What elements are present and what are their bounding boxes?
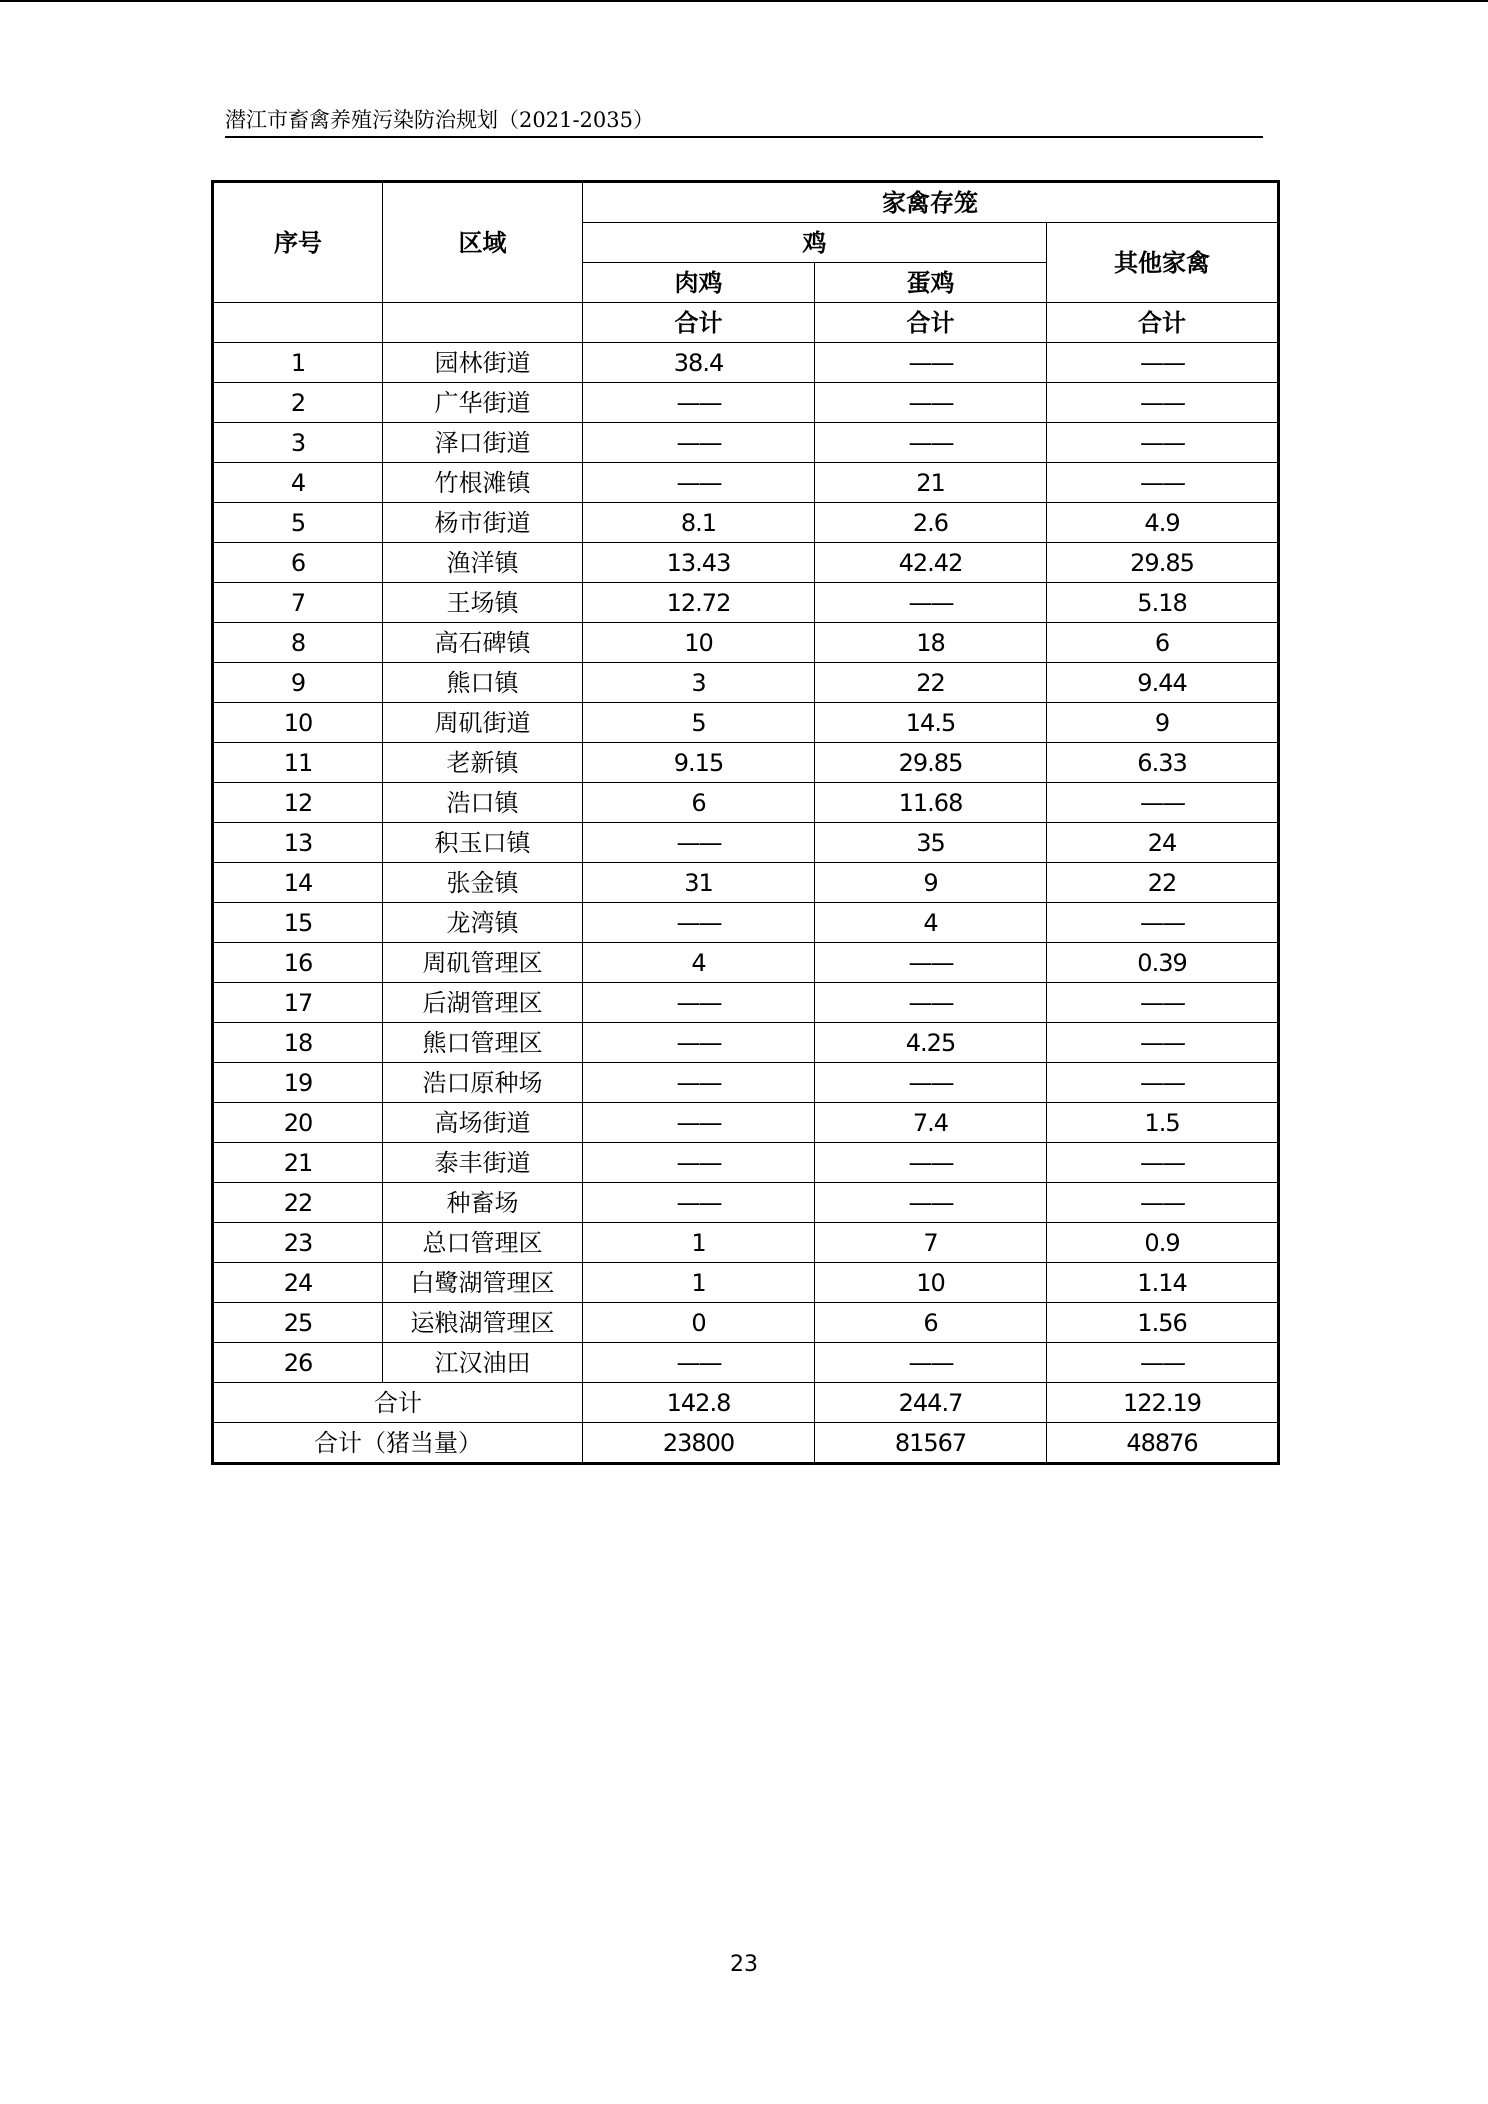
cell-layer: 2.6	[815, 503, 1047, 543]
cell-broiler: ——	[583, 383, 815, 423]
table-row	[213, 583, 1279, 623]
cell-layer: ——	[815, 423, 1047, 463]
cell-region: 园林街道	[383, 343, 583, 383]
totals-other: 48876	[1047, 1423, 1279, 1464]
table-row	[213, 943, 1279, 983]
cell-index: 5	[213, 503, 383, 543]
cell-other: 0.39	[1047, 943, 1279, 983]
cell-region: 浩口原种场	[383, 1063, 583, 1103]
table-row	[213, 903, 1279, 943]
cell-other: ——	[1047, 463, 1279, 503]
cell-other: 5.18	[1047, 583, 1279, 623]
table-row	[213, 503, 1279, 543]
cell-region: 积玉口镇	[383, 823, 583, 863]
cell-index: 15	[213, 903, 383, 943]
cell-layer: ——	[815, 343, 1047, 383]
table-row	[213, 463, 1279, 503]
cell-index: 20	[213, 1103, 383, 1143]
cell-other: ——	[1047, 783, 1279, 823]
cell-broiler: 9.15	[583, 743, 815, 783]
cell-other: 9	[1047, 703, 1279, 743]
table-row	[213, 1183, 1279, 1223]
cell-other: ——	[1047, 423, 1279, 463]
table-row	[213, 1063, 1279, 1103]
cell-region: 高场街道	[383, 1103, 583, 1143]
cell-broiler: 38.4	[583, 343, 815, 383]
cell-other: ——	[1047, 1023, 1279, 1063]
cell-layer: ——	[815, 1183, 1047, 1223]
cell-region: 白鹭湖管理区	[383, 1263, 583, 1303]
cell-other: 24	[1047, 823, 1279, 863]
table-row	[213, 1023, 1279, 1063]
cell-broiler: 1	[583, 1223, 815, 1263]
cell-index: 7	[213, 583, 383, 623]
table-row	[213, 823, 1279, 863]
cell-index: 18	[213, 1023, 383, 1063]
table-row	[213, 743, 1279, 783]
cell-other: 9.44	[1047, 663, 1279, 703]
cell-region: 高石碑镇	[383, 623, 583, 663]
cell-region: 熊口镇	[383, 663, 583, 703]
cell-region: 运粮湖管理区	[383, 1303, 583, 1343]
col-header-chicken: 鸡	[583, 223, 1047, 263]
cell-broiler: 4	[583, 943, 815, 983]
cell-other: 1.14	[1047, 1263, 1279, 1303]
cell-layer: ——	[815, 1343, 1047, 1383]
table-row	[213, 543, 1279, 583]
cell-layer: 10	[815, 1263, 1047, 1303]
cell-broiler: ——	[583, 1183, 815, 1223]
table-row	[213, 423, 1279, 463]
cell-layer: 6	[815, 1303, 1047, 1343]
cell-region: 熊口管理区	[383, 1023, 583, 1063]
table-row	[213, 703, 1279, 743]
cell-layer: 35	[815, 823, 1047, 863]
totals-layer: 81567	[815, 1423, 1047, 1464]
cell-region: 竹根滩镇	[383, 463, 583, 503]
cell-broiler: 3	[583, 663, 815, 703]
cell-layer: 7.4	[815, 1103, 1047, 1143]
cell-other: 6	[1047, 623, 1279, 663]
cell-index: 10	[213, 703, 383, 743]
cell-index: 11	[213, 743, 383, 783]
cell-broiler: 31	[583, 863, 815, 903]
cell-index: 6	[213, 543, 383, 583]
table-row	[213, 1143, 1279, 1183]
cell-region: 浩口镇	[383, 783, 583, 823]
cell-region: 周矶管理区	[383, 943, 583, 983]
cell-layer: 18	[815, 623, 1047, 663]
table-row	[213, 783, 1279, 823]
cell-region: 渔洋镇	[383, 543, 583, 583]
cell-region: 后湖管理区	[383, 983, 583, 1023]
cell-broiler: 6	[583, 783, 815, 823]
cell-index: 23	[213, 1223, 383, 1263]
cell-index: 1	[213, 343, 383, 383]
cell-broiler: ——	[583, 423, 815, 463]
cell-broiler: ——	[583, 1023, 815, 1063]
totals-broiler: 142.8	[583, 1383, 815, 1423]
cell-layer: 29.85	[815, 743, 1047, 783]
header-rule	[225, 136, 1263, 138]
cell-other: 22	[1047, 863, 1279, 903]
cell-layer: ——	[815, 383, 1047, 423]
cell-region: 老新镇	[383, 743, 583, 783]
table-row	[213, 983, 1279, 1023]
subheader-other-total: 合计	[1047, 303, 1279, 343]
subheader-layer-total: 合计	[815, 303, 1047, 343]
page-number: 23	[730, 1952, 758, 1977]
table-row	[213, 1343, 1279, 1383]
cell-index: 14	[213, 863, 383, 903]
cell-region: 周矶街道	[383, 703, 583, 743]
cell-broiler: 13.43	[583, 543, 815, 583]
col-header-other-poultry: 其他家禽	[1047, 223, 1279, 303]
cell-region: 江汉油田	[383, 1343, 583, 1383]
cell-other: ——	[1047, 343, 1279, 383]
col-header-broiler: 肉鸡	[583, 263, 815, 303]
table-row	[213, 863, 1279, 903]
cell-other: ——	[1047, 1143, 1279, 1183]
cell-region: 总口管理区	[383, 1223, 583, 1263]
cell-broiler: ——	[583, 1103, 815, 1143]
cell-other: ——	[1047, 983, 1279, 1023]
page-top-edge	[0, 0, 1488, 2]
cell-region: 龙湾镇	[383, 903, 583, 943]
cell-index: 9	[213, 663, 383, 703]
cell-layer: 7	[815, 1223, 1047, 1263]
cell-broiler: ——	[583, 823, 815, 863]
cell-other: ——	[1047, 1183, 1279, 1223]
cell-broiler: 5	[583, 703, 815, 743]
cell-index: 22	[213, 1183, 383, 1223]
cell-layer: ——	[815, 1143, 1047, 1183]
table-row	[213, 1263, 1279, 1303]
table-row	[213, 1303, 1279, 1343]
cell-index: 8	[213, 623, 383, 663]
cell-index: 13	[213, 823, 383, 863]
cell-broiler: ——	[583, 1063, 815, 1103]
cell-other: 6.33	[1047, 743, 1279, 783]
table-row	[213, 623, 1279, 663]
cell-index: 3	[213, 423, 383, 463]
subheader-broiler-total: 合计	[583, 303, 815, 343]
cell-index: 25	[213, 1303, 383, 1343]
cell-layer: 4	[815, 903, 1047, 943]
cell-index: 16	[213, 943, 383, 983]
totals-row	[213, 1423, 1279, 1464]
col-header-layer: 蛋鸡	[815, 263, 1047, 303]
cell-layer: ——	[815, 1063, 1047, 1103]
cell-index: 21	[213, 1143, 383, 1183]
cell-layer: 9	[815, 863, 1047, 903]
col-header-blank-index	[213, 303, 383, 343]
table-row	[213, 1223, 1279, 1263]
cell-broiler: ——	[583, 1343, 815, 1383]
cell-layer: 14.5	[815, 703, 1047, 743]
col-header-region: 区域	[383, 182, 583, 303]
cell-other: 1.56	[1047, 1303, 1279, 1343]
page-header-title: 潜江市畜禽养殖污染防治规划（2021-2035）	[225, 108, 654, 132]
table-row	[213, 383, 1279, 423]
col-header-blank-region	[383, 303, 583, 343]
cell-other: 1.5	[1047, 1103, 1279, 1143]
cell-layer: ——	[815, 583, 1047, 623]
totals-broiler: 23800	[583, 1423, 815, 1464]
table-row	[213, 343, 1279, 383]
cell-layer: ——	[815, 943, 1047, 983]
cell-region: 杨市街道	[383, 503, 583, 543]
totals-label: 合计	[213, 1383, 583, 1423]
cell-index: 4	[213, 463, 383, 503]
cell-other: 29.85	[1047, 543, 1279, 583]
cell-region: 张金镇	[383, 863, 583, 903]
cell-broiler: ——	[583, 983, 815, 1023]
table-body	[213, 343, 1279, 1383]
col-header-poultry-stock: 家禽存笼	[583, 182, 1279, 223]
cell-region: 泰丰街道	[383, 1143, 583, 1183]
table-row	[213, 1103, 1279, 1143]
cell-broiler: ——	[583, 463, 815, 503]
cell-broiler: ——	[583, 903, 815, 943]
table-header	[213, 182, 1279, 343]
cell-other: ——	[1047, 1343, 1279, 1383]
cell-index: 19	[213, 1063, 383, 1103]
cell-other: ——	[1047, 383, 1279, 423]
cell-other: 0.9	[1047, 1223, 1279, 1263]
totals-row	[213, 1383, 1279, 1423]
poultry-stock-table	[211, 180, 1280, 1465]
cell-broiler: 1	[583, 1263, 815, 1303]
cell-index: 26	[213, 1343, 383, 1383]
cell-broiler: 8.1	[583, 503, 815, 543]
col-header-index: 序号	[213, 182, 383, 303]
cell-index: 2	[213, 383, 383, 423]
cell-layer: 42.42	[815, 543, 1047, 583]
cell-region: 广华街道	[383, 383, 583, 423]
cell-other: ——	[1047, 1063, 1279, 1103]
cell-region: 泽口街道	[383, 423, 583, 463]
cell-layer: 11.68	[815, 783, 1047, 823]
cell-region: 种畜场	[383, 1183, 583, 1223]
cell-other: ——	[1047, 903, 1279, 943]
cell-broiler: ——	[583, 1143, 815, 1183]
cell-index: 24	[213, 1263, 383, 1303]
cell-broiler: 0	[583, 1303, 815, 1343]
totals-label: 合计（猪当量）	[213, 1423, 583, 1464]
cell-broiler: 10	[583, 623, 815, 663]
totals-other: 122.19	[1047, 1383, 1279, 1423]
table-totals	[213, 1383, 1279, 1464]
cell-index: 17	[213, 983, 383, 1023]
cell-region: 王场镇	[383, 583, 583, 623]
cell-other: 4.9	[1047, 503, 1279, 543]
cell-layer: 22	[815, 663, 1047, 703]
totals-layer: 244.7	[815, 1383, 1047, 1423]
cell-broiler: 12.72	[583, 583, 815, 623]
table-row	[213, 663, 1279, 703]
cell-layer: 4.25	[815, 1023, 1047, 1063]
cell-layer: ——	[815, 983, 1047, 1023]
cell-index: 12	[213, 783, 383, 823]
cell-layer: 21	[815, 463, 1047, 503]
